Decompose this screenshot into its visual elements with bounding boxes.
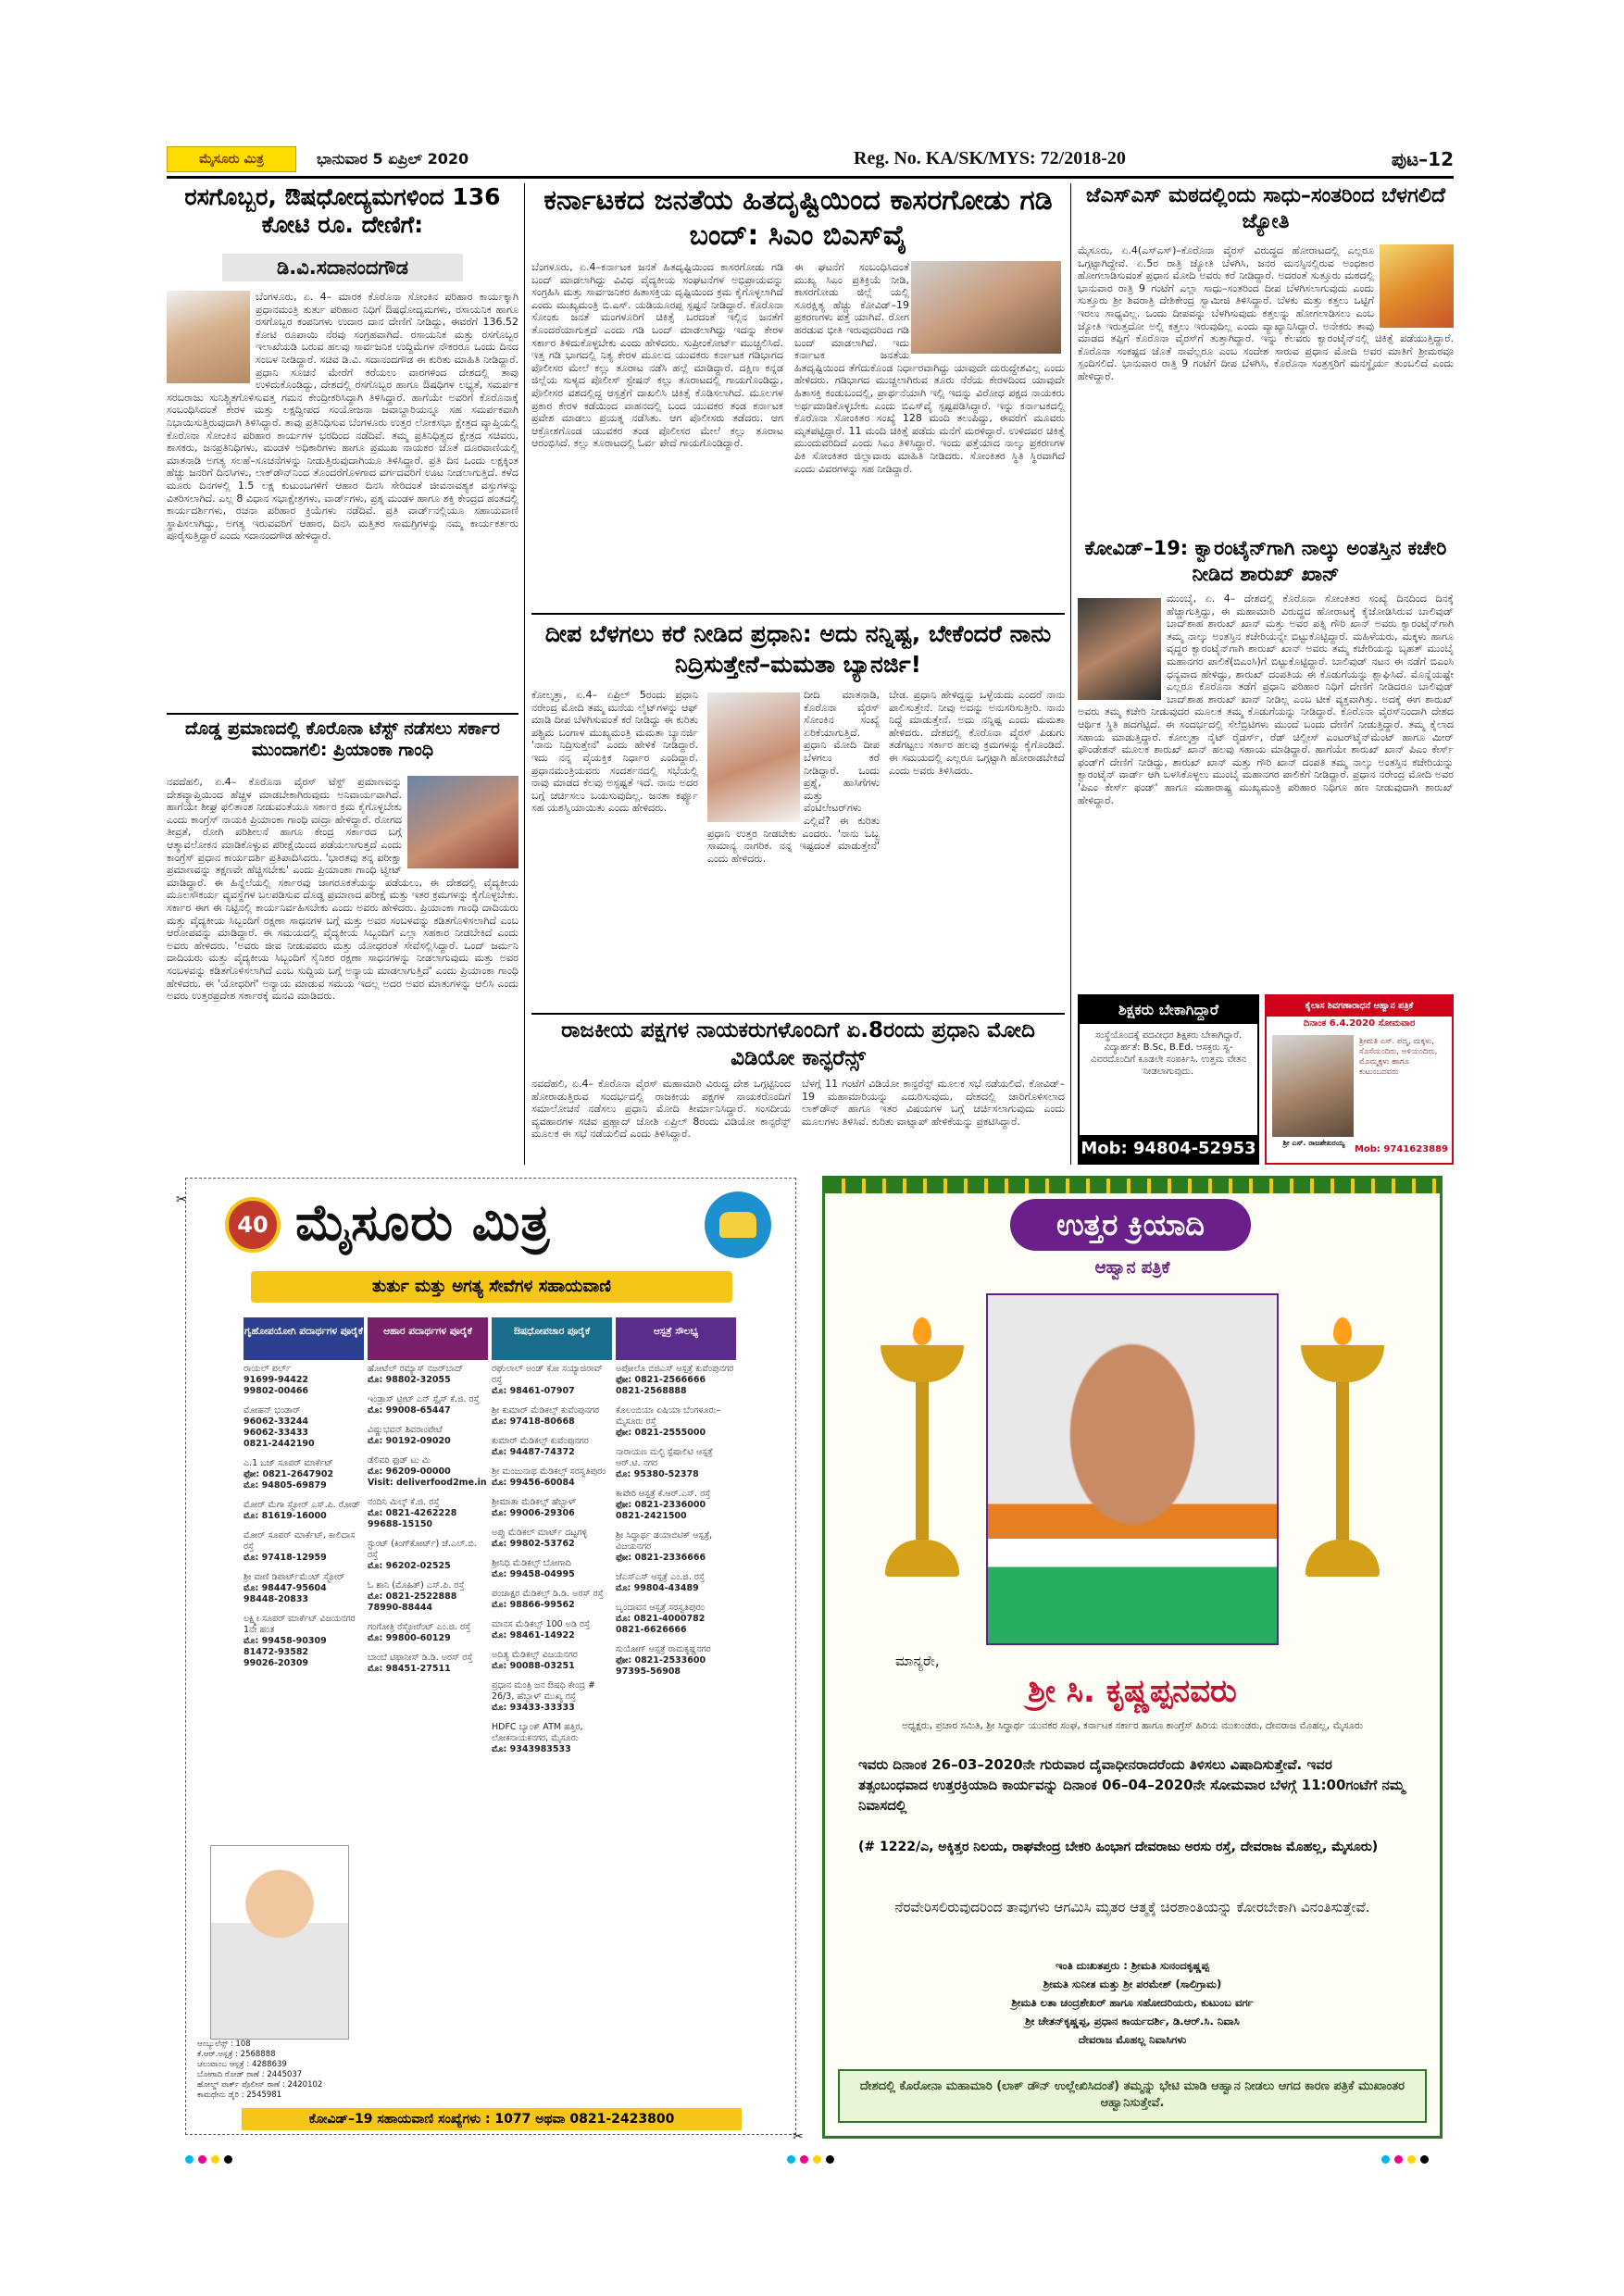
helpline-listing-number: ಮೊ: 98461-07907 (492, 1386, 575, 1396)
registration-marks-left (185, 2150, 237, 2167)
helpline-listing (616, 1603, 736, 1636)
helpline-listing (368, 1364, 488, 1386)
helpline-listing (244, 1405, 364, 1450)
helpline-listing (244, 1458, 364, 1491)
registration-marks-center (787, 2150, 839, 2167)
deceased-photo (1272, 1035, 1354, 1137)
issue-date: ಭಾನುವಾರ 5 ಏಪ್ರಿಲ್ 2020 (317, 150, 469, 168)
helpline-listing-name: ಶ್ರೀಮಾತಾ ಮೆಡಿಕಲ್ಸ್ ಹೆಬ್ಬಾಳ್ (492, 1497, 577, 1507)
story-fertilizer-headline: ರಸಗೊಬ್ಬರ, ಔಷಧೋದ್ಯಮಗಳಿಂದ 136 ಕೋಟಿ ರೂ. ದೇಣಿಗೆ: (184, 183, 501, 238)
story-priyanka-body: ನವದೆಹಲಿ, ಏ.4– ಕೊರೊನಾ ವೈರಸ್ ಟೆಸ್ಟ್ ಪ್ರಮಾಣವನ್ನು ದೇಶವ್ಯಾಪ್ತಿಯಿಂದ ಹೆಚ್ಚಳ ಮಾಡಬೇಕಾಗಿರುವುದು ಅನಿವಾರ್ಯವಾಗಿದೆ. ಹಾಗೆಯೇ ಶೀಘ್ರ ಫಲಿತಾಂಶ ನೀಡುವಂತೆಯೂ ಸರ್ಕಾರ ಕ್ರಮ ಕೈಗೊಳ್ಳಬೇಕು ಎಂದು ಕಾಂಗ್ರೆಸ್ ನಾಯಕಿ ಪ್ರಿಯಾಂಕಾ ಗಾಂಧಿ ವಾದ್ರಾ ಹೇಳಿದ್ದಾರೆ. ರೋಗದ ತೀವ್ರತೆ, ರೋಗಿ ಪರಿಶೀಲನೆ ಹಾಗೂ ಕೇಂದ್ರ ಸರ್ಕಾರದ ಬಗ್ಗೆ ಆತ್ಮಾವಲೋಕನ ಮಾಡಿಕೊಳ್ಳುವ ಪರೀಕ್ಷೆಯಿಂದ ಪಡೆಯಲಾಗುತ್ತದೆ ಎಂದು ಕಾಂಗ್ರೆಸ್ ಪ್ರಧಾನ ಕಾರ್ಯದರ್ಶಿ ಪ್ರತಿಪಾದಿಸಿದರು. 'ಭಾರತವು ತನ್ನ ಪರೀಕ್ಷಾ ಪ್ರಮಾಣವನ್ನು ತಕ್ಷಣವೇ ಹೆಚ್ಚಿಸಬೇಕು' ಎಂದು ಪ್ರಿಯಾಂಕಾ ಗಾಂಧಿ ಟ್ವೀಟ್ ಮಾಡಿದ್ದಾರೆ. ಈ ಹಿನ್ನೆಲೆಯಲ್ಲಿ ಸರ್ಕಾರವು ಜಾಗರೂಕತೆಯನ್ನು ಪಡೆಯಲು, ಈ ದೇಶದಲ್ಲಿ ವೈದ್ಯಕೀಯ ಮೂಲಸೌಕರ್ಯ ವ್ಯವಸ್ಥೆಗಳ ಬಲಪಡಿಸುವ ದೊಡ್ಡ ಪ್ರಮಾಣದ ಪರೀಕ್ಷೆ ಮತ್ತು ಇತರ ಕ್ರಮಗಳನ್ನು ಕೈಗೊಳ್ಳಬೇಕು. ಸರ್ಕಾರ ಈಗ ಈ ನಿಟ್ಟಿನಲ್ಲಿ ಕಾರ್ಯನಿರ್ವಹಿಸಬೇಕು ಎಂದು ಅವರು ಹೇಳಿದರು. ಪ್ರಿಯಾಂಕಾ ಗಾಂಧಿ ದಾದಿಯರು ಮತ್ತು ವೈದ್ಯಕೀಯ ಸಿಬ್ಬಂದಿಗೆ ರಕ್ಷಣಾ ಸಾಧನಗಳ ಬಗ್ಗೆ ಮತ್ತು ಅವರ ಸಂಬಳವನ್ನು ಕಡಿತಗೊಳಿಸಲಾಗಿದೆ ಎಂಬ ಆರೋಪವನ್ನು ಮಾಡಿದ್ದಾರೆ. ಈ ಸಮಯದಲ್ಲಿ ವೈದ್ಯಕೀಯ ಸಿಬ್ಬಂದಿಗೆ ಎಲ್ಲಾ ಸಹಕಾರ ನೀಡಬೇಕಿದೆ ಎಂದು ಅವರು ಹೇಳಿದರು. 'ಅವರು ಜೀವ ನೀಡುವವರು ಮತ್ತು ಯೋಧರಂತೆ ಸೇವೆಸಲ್ಲಿಸಿದ್ದಾರೆ. ಒಂದ್ ಜರ್ಮನಿ ದಾದಿಯರು ಮತ್ತು ವೈದ್ಯಕೀಯ ಸಿಬ್ಬಂದಿಗೆ ಸೈನಿಕರ ರಕ್ಷಣಾ ಸಾಧನಗಳನ್ನು ನೀಡಲಾಗುವುದು ಮತ್ತು ಅವರ ಸಂಬಳವನ್ನು ಕಡಿತಗೊಳಿಸಲಾಗಿದೆ ಎಂಬ ಸುದ್ದಿಯ ಬಗ್ಗೆ ಅನ್ಯಾಯ ಮಾಡಲಾಗುತ್ತಿದೆ' ಎಂದು ಪ್ರಿಯಾಂಕಾ ಗಾಂಧಿ ಹೇಳಿದರು. ಈ 'ಯೋಧರಿಗೆ' ಅನ್ಯಾಯ ಮಾಡುವ ಸಮಯ ಇದಲ್ಲ ಅದರ ಅವರ ಮಾತುಗಳನ್ನು ಆಲಿಸಿ ಎಂದು ಅವರು ಉತ್ತರಪ್ರದೇಶ ಸರ್ಕಾರಕ್ಕೆ ಮನವಿ ಮಾಡಿದರು. (167, 776, 518, 1003)
helpline-listing-name: ಶ್ರೀ ಸಿದ್ಧಾರ್ಥ ಡಯಾಬಿಟಿಕ್ ಆಸ್ಪತ್ರೆ, ವಿಜಯನಗರ (616, 1530, 713, 1552)
story-video-conference-col2: ಬೆಳಗ್ಗೆ 11 ಗಂಟೆಗೆ ವಿಡಿಯೋ ಕಾನ್ಫರೆನ್ಸ್ ಮೂಲಕ ಸಭೆ ನಡೆಯಲಿದೆ. ಕೋವಿಡ್–19 ಮಹಾಮಾರಿಯನ್ನು ಎದುರಿಸುವುದು, ದೇಶದಲ್ಲಿ ಜಾರಿಗೊಳಿಸಲಾದ ಲಾಕ್‌ಡೌನ್ ಹಾಗೂ ಇತರ ವಿಷಯಗಳ ಬಗ್ಗೆ ಚರ್ಚಿಸಲಾಗುವುದು ಎಂದು ಮೂಲಗಳು ತಿಳಿಸಿವೆ. ಕುರಿತು ವಾಟ್ಸಾಪ್ ಹೇಳಿಕೆಯನ್ನು ಪ್ರಕಟಿಸಿದ್ದಾರೆ. (802, 1078, 1065, 1128)
ad-teachers-wanted-title: ಶಿಕ್ಷಕರು ಬೇಕಾಗಿದ್ದಾರೆ (1080, 996, 1257, 1024)
story-mamata-rule (531, 1013, 1065, 1015)
scissors-icon-left: ✂ (176, 1192, 187, 1207)
family-member-line: ಶ್ರೀಮತಿ ಸುನೀತ ಮತ್ತು ಶ್ರೀ ಪರಮೇಶ್ (ಸಾಲಿಗ್ರಾಮ) (1043, 1978, 1222, 1990)
helpline-listing-name: ನಂದಿನಿ ಮಿಲ್ಕ್ ಕೆ.ಜಿ. ರಸ್ತೆ (368, 1497, 440, 1507)
helpline-listing (616, 1364, 736, 1397)
helpline-listing-number: ಫೋ: 0821-2555000 (616, 1428, 706, 1438)
helpline-listing-number: 96062-33433 (244, 1428, 309, 1438)
helpline-listing-number: 98448-20833 (244, 1594, 309, 1604)
helpline-listing (492, 1436, 612, 1458)
helpline-listing (492, 1722, 612, 1755)
registration-number: Reg. No. KA/SK/MYS: 72/2018-20 (854, 148, 1126, 168)
helpline-listing-name: ಜೆಎಸ್‌ಎಸ್ ಆಸ್ಪತ್ರೆ ಎಂ.ಜಿ. ರಸ್ತೆ (616, 1572, 706, 1582)
obituary-subtitle: ಆಹ್ವಾನ ಪತ್ರಿಕೆ (1094, 1258, 1170, 1278)
helpline-listing (368, 1580, 488, 1614)
quick-number-row: ಬೋಗಾದಿ ರೋಡ್ ಠಾಣೆ : 2445037 (197, 2070, 303, 2079)
helpline-listing-name: ಅಪೋಲೊ ಬಿಜಿಎಸ್ ಆಸ್ಪತ್ರೆ ಕುವೆಂಪುನಗರ (616, 1364, 734, 1374)
helpline-listing-name: ಶ್ರೀನಿಧಿ ಮೆಡಿಕಲ್ಸ್ ಬೋಗಾದಿ (492, 1558, 571, 1568)
helpline-listing-number: ಮೊ: 81619-16000 (244, 1511, 327, 1521)
helpline-listing-name: ಕಾವೇರಿ ಆಸ್ಪತ್ರೆ ಕೆ.ಆರ್.ಎಸ್. ರಸ್ತೆ (616, 1489, 711, 1499)
helpline-listing-number: ಮೊ: 99802-53762 (492, 1539, 575, 1549)
helpline-listing-name: ಪ್ರಧಾನ ಮಂತ್ರಿ ಜನ ಔಷಧಿ ಕೇಂದ್ರ # 26/3, ಹೆಬ್ಬಾಳ್ ಮುಖ್ಯ ರಸ್ತೆ (492, 1680, 595, 1702)
helpline-listing (244, 1500, 364, 1522)
helpline-listing-name: ವಿಷ್ಣುಭವನ್ ಶಿವರಾಂಪೇಟೆ (368, 1425, 443, 1435)
helpline-listing-name: ಪಂಚಾಕ್ಷರ ಮೆಡಿಕಲ್ಸ್ ಡಿ.ಡಿ. ಅರಸ್ ರಸ್ತೆ (492, 1589, 604, 1599)
helpline-listing-name: ನಾರಾಯಣ ಮಲ್ಟಿ ಸ್ಪೆಷಾಲಿಟಿ ಆಸ್ಪತ್ರೆ ಆರ್.ಟಿ. ನಗರ (616, 1447, 713, 1468)
helpline-listing-number: ಮೊ: 94487-74372 (492, 1447, 575, 1457)
helpline-listing-number: ಮೊ: 98451-27511 (368, 1664, 451, 1674)
helpline-listing-number: ಫೋ: 0821-2336666 (616, 1553, 706, 1563)
obituary-paragraph-1: ಇವರು ದಿನಾಂಕ 26–03–2020ನೇ ಗುರುವಾರ ದೈವಾಧೀನರಾದರೆಂದು ತಿಳಿಸಲು ವಿಷಾದಿಸುತ್ತೇವೆ. ಇವರ ತತ್ಸಂಬಂಧವಾದ ಉತ್ತರಕ್ರಿಯಾದಿ ಕಾರ್ಯವನ್ನು ದಿನಾಂಕ 06–04–2020ನೇ ಸೋಮವಾರ ಬೆಳಗ್ಗೆ 11:00ಗಂಟೆಗೆ ನಮ್ಮ ನಿವಾಸದಲ್ಲಿ (858, 1756, 1405, 1814)
helpline-listing-name: ರಘುಲಾಲ್ ಅಂಡ್ ಕೋ ಸಯ್ಯಾಜಿರಾವ್ ರಸ್ತೆ (492, 1364, 603, 1385)
helpline-listing-number: ಮೊ: 0821-4262228 (368, 1508, 457, 1518)
story-kasaragod (531, 183, 1065, 609)
ad-shraddhanjali-mobile: Mob: 9741623889 (1354, 1144, 1448, 1154)
helpline-listing-number: 0821-6626666 (616, 1625, 687, 1635)
helpline-listing (492, 1364, 612, 1397)
story-kasaragod-col2: ಈ ಘಟನೆಗೆ ಸಂಬಂಧಿಸಿದಂತೆ ಮುಖ್ಯ ಸಿಎಂ ಪ್ರತಿಕ್ರಿಯೆ ನೀಡಿ, ಕಾಸರಗೋಡು ಜಿಲ್ಲೆ ಯಲ್ಲಿ ಸೂರಕ್ಷಿತ್ಯ ಹೆಚ್ಚು ಕೋವಿಡ್–19 ಪ್ರಕರಣಗಳು ಪತ್ತೆ ಯಾಗಿವೆ. ರೋಗ ಹರಡುವ ಭೀತಿ ಇರುವುದರಿಂದ ಗಡಿ ಬಂದ್ ಮಾಡಲಾಗಿದೆ. ಇದು ಕರ್ನಾಟಕ ಜನತೆಯ ಹಿತದೃಷ್ಟಿಯಿಂದ ತೆಗೆದುಕೊಂಡ ನಿರ್ಧಾರವಾಗಿದ್ದು ಯಾವುದೇ ದುರುದ್ದೇಶವಿಲ್ಲ ಎಂದು ಹೇಳಿದರು. ಗಡಿಭಾಗದ ಮುಚ್ಚಲಾಗಿರುವ ತೂರು ನೆರೆಯ ಕೇರಳದಿಂದ ಯಾವುದೇ ಹಿತಾಸಕ್ತಿ ಕಂಡುಬಂದಲ್ಲಿ, ಪ್ರಾರ್ಥನೆಯಾಗಿ ಇಲ್ಲಿ ಇದನ್ನು ವಿರೋಧ ಪಕ್ಷದ ನಾಯಕರು ಅರ್ಥಮಾಡಿಕೊಳ್ಳಬೇಕು ಎಂದು ಬಿಎಸ್‌ವೈ ಸ್ಪಷ್ಟಪಡಿಸಿದ್ದಾರೆ. ಇನ್ನು ಕರ್ನಾಟಕದಲ್ಲಿ ಕೊರೊನಾ ಸೋಂಕಿತರ ಸಂಖ್ಯೆ 128 ಮಂದಿ ತಲುಪಿದ್ದು, ಈವರೆಗೆ ಮೂವರು ಮೃತಪಟ್ಟಿದ್ದಾರೆ. 11 ಮಂದಿ ಚಿಕಿತ್ಸೆ ಪಡೆದು ಮನೆಗೆ ಮರಳಿದ್ದಾರೆ. ಉಳಿದವರ ಚಿಕಿತ್ಸೆ ಮುಂದುವರಿದಿದೆ ಎಂದು ಸಿಎಂ ತಿಳಿಸಿದ್ದಾರೆ. ಇಂದು ಪತ್ತೆಯಾದ ನಾಲ್ಕು ಪ್ರಕರಣಗಳ ಪಿಕಿ ಸೋಂಕಿತರ ಜಿಲ್ಲಾವಾರು ಮಾಹಿತಿ ನೀಡಿದರು. ಸೋಂಕಿತರ ಸ್ಥಿತಿ ಸ್ಥಿರವಾಗಿದೆ ಎಂದು ವಿವರಗಳನ್ನು ಸಹ ನೀಡಿದ್ದಾರೆ. (794, 261, 1065, 475)
helpline-listing-name: ಡೆಲಿವರಿ ಫುಡ್ ಟು ಮಿ (368, 1455, 431, 1466)
helpline-column-1 (244, 1364, 364, 1678)
helpline-listing-name: ಮೋರ್ ಸೂಪರ್ ಮಾರ್ಕೆಟ್, ಕಾಲಿದಾಸ ರಸ್ತೆ (244, 1530, 356, 1552)
quick-number-row: ಕಾಮಧೇನು ಡೈರಿ : 2545981 (197, 2090, 282, 2100)
helpline-listing (616, 1644, 736, 1678)
helpline-listing-number: ಮೊ: 99006-29306 (492, 1508, 575, 1518)
helpline-listing (492, 1497, 612, 1519)
helpline-listing-number: 91699-94422 (244, 1375, 309, 1385)
helpline-category-3: ಆಸ್ಪತ್ರೆ ಸೌಲಭ್ಯ (616, 1317, 736, 1360)
krishnappa-portrait (986, 1293, 1279, 1645)
helpline-listing (244, 1614, 364, 1669)
helpline-listing-name: ಮಾನಸ ಮೆಡಿಕಲ್ಸ್ 100 ಅಡಿ ರಸ್ತೆ (492, 1619, 591, 1629)
helpline-listing-number: 78990-88444 (368, 1603, 433, 1613)
story-mamata-col3: ಬೇಡ. ಪ್ರಧಾನಿ ಹೇಳಿದ್ದನ್ನು ಒಳ್ಳೆಯದು ಎಂದರೆ ನಾನು ಪಾಲಿಸುತ್ತೇನೆ. ನೀವು ಅದನ್ನು ಅನುಸರಿಸುತ್ತೀರಿ. ನಾನು ನಿದ್ದೆ ಮಾಡುತ್ತೇನೆ. ಅದು ನನ್ನಿಷ್ಟ ಎಂದು ಮಮತಾ ಹೇಳಿದರು. ದೇಶದಲ್ಲಿ ಕೊರೊನಾ ವೈರಸ್ ಪಿಡುಗು ತಡೆಗಟ್ಟಲು ಸರ್ಕಾರ ಹಲವು ಕ್ರಮಗಳನ್ನು ಕೈಗೊಂಡಿದೆ. ಈ ಸಮಯದಲ್ಲಿ ಎಲ್ಲರೂ ಒಗ್ಗಟ್ಟಾಗಿ ಹೋರಾಡಬೇಕಿದೆ ಎಂದು ಅವರು ತಿಳಿಸಿದರು. (889, 689, 1065, 777)
ad-shraddhanjali-name: ಶ್ರೀ ಎಸ್. ರಾಜಶೇಖರಯ್ಯ (1282, 1139, 1345, 1147)
helpline-brand: ಮೈಸೂರು ಮಿತ್ರ (295, 1193, 551, 1252)
story-kasaragod-rule (531, 613, 1065, 615)
helpline-listing-number: ಮೊ: 9343983533 (492, 1744, 571, 1754)
helpline-listing-name: ಕುಮಾರ್ ಮೆಡಿಕಲ್ಸ್ ಕುವೆಂಪುನಗರ (492, 1436, 589, 1446)
helpline-listing-number: ಮೊ: 93433-33333 (492, 1703, 575, 1713)
anniversary-badge: 40 (225, 1197, 281, 1253)
helpline-listing-number: ಮೊ: 0821-4000782 (616, 1614, 706, 1624)
helpline-listing-number: ಮೊ: 98447-95604 (244, 1583, 327, 1593)
helpline-column-3 (492, 1364, 612, 1764)
helpline-listing-name: ಶ್ರೀ ಕುಮಾರ್ ಮೆಡಿಕಲ್ಸ್ ಕುವೆಂಪುನಗರ (492, 1405, 600, 1416)
story-mamata-col1: ಕೋಲ್ಕತ್ತಾ, ಏ.4– ಏಪ್ರಿಲ್ 5ರಂದು ಪ್ರಧಾನಿ ನರೇಂದ್ರ ಮೋದಿ ತಮ್ಮ ಮನೆಯ ಲೈಟ್‌ಗಳನ್ನು ಆಫ್ ಮಾಡಿ ದೀಪ ಬೆಳಗಿಸುವಂತೆ ಕರೆ ನೀಡಿದ್ದು ಈ ಕುರಿತು ಪಶ್ಚಿಮ ಬಂಗಾಳ ಮುಖ್ಯಮಂತ್ರಿ ಮಮತಾ ಬ್ಯಾನರ್ಜಿ 'ನಾನು ನಿದ್ರಿಸುತ್ತೇನೆ' ಎಂದು ಹೇಳಿಕೆ ನೀಡಿದ್ದಾರೆ. ಇದು ನನ್ನ ವೈಯಕ್ತಿಕ ನಿರ್ಧಾರ ಎಂದಿದ್ದಾರೆ. ಪ್ರಧಾನಮಂತ್ರಿಯವರು ಸಂದರ್ಶನದಲ್ಲಿ ಸಭೆಯಲ್ಲಿ ನಾವು ಮಾಡದ ಕೆಲವು ಅಸ್ಪಷ್ಟತೆ ಇದೆ. ನಾನು ಅದರ ಬಗ್ಗೆ ಚರ್ಚಿಸಲು ಬಯಸುವುದಿಲ್ಲ. ಜನತಾ ಕರ್ಫ್ಯೂ ಸಹ ಯಶಸ್ವಿಯಾಯಿತು ಎಂದು ಹೇಳಿದರು. (531, 689, 698, 815)
helpline-listing (368, 1455, 488, 1489)
helpline-listing-number: ಮೊ: 98802-32055 (368, 1375, 451, 1385)
helpline-listing-number: 0821-2421500 (616, 1511, 687, 1521)
obituary-ad (822, 1176, 1443, 2139)
helpline-listing-number: ಮೊ: 98866-99562 (492, 1600, 575, 1610)
helpline-listing (368, 1394, 488, 1416)
helpline-listing-number: 97395-56908 (616, 1666, 681, 1677)
quick-number-row: ಕೆ.ಆರ್.ಆಸ್ಪತ್ರೆ : 2568888 (197, 2050, 276, 2059)
story-shahrukh (1078, 535, 1454, 989)
helpline-listing-number: 0821-2442190 (244, 1439, 315, 1449)
quick-number-row: ಚಲುವಾಂಬ ಆಸ್ಪತ್ರೆ : 4288639 (197, 2060, 287, 2069)
helpline-listing-name: ಅಪ್ಪು ಮೆಡಿಕಲ್ ಮಾರ್ಟ್ ದಟ್ಟಗಳ್ಳಿ (492, 1528, 588, 1538)
obituary-name: ಶ್ರೀ ಸಿ. ಕೃಷ್ಣಪ್ಪನವರು (1028, 1673, 1237, 1710)
helpline-listing (492, 1466, 612, 1489)
story-kasaragod-col1: ಬೆಂಗಳೂರು, ಏ.4–ಕರ್ನಾಟಕ ಜನತೆ ಹಿತದೃಷ್ಟಿಯಿಂದ ಕಾಸರಗೋಡು ಗಡಿ ಬಂದ್ ಮಾಡಲಾಗಿದ್ದು ವಿವಿಧ ವೈದ್ಯಕೀಯ ಸಂಘಟನೆಗಳ ಅಭಿಪ್ರಾಯವನ್ನು ಸಂಗ್ರಹಿಸಿ ಮತ್ತು ಸಾರ್ವಜನಿಕರ ಹಿತಾಸಕ್ತಿಯ ದೃಷ್ಟಿಯಿಂದ ಕ್ರಮ ಕೈಗೊಳ್ಳಲಾಗಿದೆ ಎಂದು ಮುಖ್ಯಮಂತ್ರಿ ಬಿ.ಎಸ್. ಯಡಿಯೂರಪ್ಪ ಸ್ಪಷ್ಟನೆ ನೀಡಿದ್ದಾರೆ. ಕೊರೊನಾ ಸೋಂಕು ಜನತೆ ಮಂಗಳೂರಿಗೆ ಚಿಕಿತ್ಸೆ ಬರದಂತೆ ಇಲ್ಲಿನ ಜನತೆಗೆ ತೊಂದರೆಯಾಗುತ್ತದೆ ಎಂದು ಗಡಿ ಬಂದ್ ಮಾಡಲಾಗಿದ್ದು ಇದನ್ನು ಕೇರಳ ಸರ್ಕಾರ ತಿಳಿದುಕೊಳ್ಳಬೇಕು ಎಂದು ಹೇಳಿದರು. ಸುಪ್ರೀಂಕೋರ್ಟ್ ಮುಚ್ಚಲಿಸಿದೆ. ಇತ್ತ ಗಡಿ ಭಾಗದಲ್ಲಿ ನಿತ್ಯ ಕೇರಳ ಮೂಲದ ಯುವಕರು ಕರ್ನಾಟಕ ಗಡಿಭಾಗದ ಪೊಲೀಸರ ಮೇಲೆ ಕಲ್ಲು ತೂರಾಟ ನಡೆಸಿ ಹಲ್ಲೆ ಮಾಡಿದ್ದಾರೆ. ದಕ್ಷಿಣ ಕನ್ನಡ ಜಿಲ್ಲೆಯ ಸುಳ್ಯದ ಪೊಲೀಸ್ ಸ್ಟೇಷನ್ ಕಲ್ಲು ತೂರಾಟದಲ್ಲಿ ಗಾಯಗೊಂಡಿದ್ದು, ಪೊಲೀಸರ ವಶದಲ್ಲಿದ್ದ ಆಸ್ಪತ್ರೆಗೆ ದಾಖಲಿಸಿ ಚಿಕಿತ್ಸೆ ಕೊಡಿಸಲಾಗಿದೆ. ಮೂಲಗಳ ಪ್ರಕಾರ ಕೇರಳ ಕಡೆಯಿಂದ ವಾಹನದಲ್ಲಿ ಬಂದ ಯುವಕರ ತಂಡ ಕರ್ನಾಟಕ ಪ್ರವೇಶ ಮಾಡಲು ಪ್ರಯತ್ನ ನಡೆಸಿತು. ಆಗ ಪೊಲೀಸರು ತಡೆದರು. ಆಗ ಆಕ್ರೋಶಗೊಂಡ ಯುವಕರ ತಂಡ ಪೊಲೀಸರ ಮೇಲೆ ಕಲ್ಲು ತೂರಾಟ ಆರಂಭಿಸಿದೆ. ಕಲ್ಲು ತೂರಾಟದಲ್ಲಿ ಓರ್ವ ಪೇದೆ ಗಾಯಗೊಂಡಿದ್ದಾರೆ. (531, 261, 783, 450)
obituary-designation: ಅಧ್ಯಕ್ಷರು, ಪ್ರಚಾರ ಸಮಿತಿ, ಶ್ರೀ ಸಿದ್ಧಾರ್ಥ ಯುವಕರ ಸಂಘ, ಕರ್ನಾಟಕ ಸರ್ಕಾರ ಹಾಗೂ ಕಾಂಗ್ರೆಸ್ ಹಿರಿಯ ಮುಖಂಡರು, ದೇವರಾಜ ಮೊಹಲ್ಲ, ಮೈಸೂರು (902, 1720, 1363, 1731)
helpline-listing (492, 1650, 612, 1672)
ad-shraddhanjali (1265, 994, 1454, 1165)
helpline-listing (492, 1589, 612, 1611)
story-kasaragod-headline: ಕರ್ನಾಟಕದ ಜನತೆಯ ಹಿತದೃಷ್ಟಿಯಿಂದ ಕಾಸರಗೋಡು ಗಡಿ ಬಂದ್: ಸಿಎಂ ಬಿಎಸ್‌ವೈ (543, 184, 1053, 252)
helpline-listing (616, 1489, 736, 1522)
helpline-listing-number: ಫೋ: 0821-2647902 (244, 1469, 334, 1479)
helpline-listing-name: ಓ ಶಾನಿ (ಮೊಹಿತ್) ಎಸ್.ಪಿ. ರಸ್ತೆ (368, 1580, 465, 1591)
helpline-listing-number: ಮೊ: 90192-09020 (368, 1436, 451, 1446)
helpline-category-1: ಆಹಾರ ಪದಾರ್ಥಗಳ ಪೂರೈಕೆ (368, 1317, 488, 1360)
helpline-listing-name: ರಾಯಲ್ ಪರ್ಲ್ (244, 1364, 292, 1374)
obituary-ornament-top (825, 1179, 1440, 1193)
helpline-listing-name: ಗಂಗೋತ್ರಿ ರೆಸ್ಟೋರೆಂಟ್ ಎಂ.ಜಿ. ರಸ್ತೆ (368, 1622, 471, 1632)
helpline-listing-number: ಫೋ: 0821-2533600 (616, 1655, 706, 1666)
helpline-listing-number: ಮೊ: 96209-00000 (368, 1466, 451, 1477)
helpline-listing (368, 1622, 488, 1644)
helpline-listing-number: ಮೊ: 95380-52378 (616, 1469, 699, 1479)
obituary-paragraph-2: ನೆರವೇರಿಸಲಿರುವುದರಿಂದ ತಾವುಗಳು ಆಗಮಿಸಿ ಮೃತರ ಆತ್ಮಕ್ಕೆ ಚಿರಶಾಂತಿಯನ್ನು ಕೋರಬೇಕಾಗಿ ವಿನಂತಿಸುತ್ತೇವೆ. (894, 1899, 1370, 1915)
story-video-conference (531, 1017, 1065, 1165)
story-shahrukh-body: ಮುಂಬೈ, ಏ. 4– ದೇಶದಲ್ಲಿ ಕೊರೊನಾ ಸೋಂಕಿತರ ಸಂಖ್ಯೆ ದಿನದಿಂದ ದಿನಕ್ಕೆ ಹೆಚ್ಚಾಗುತ್ತಿದ್ದು, ಈ ಮಹಾಮಾರಿ ವಿರುದ್ಧದ ಹೋರಾಟಕ್ಕೆ ಕೈಜೋಡಿಸಿರುವ ಬಾಲಿವುಡ್ ಬಾದ್‌ಶಾಹ ಶಾರುಖ್ ಖಾನ್ ಮತ್ತು ಅವರ ಪತ್ನಿ ಗೌರಿ ಖಾನ್ ಅವರು ಕ್ವಾರಂಟೈನ್‌ಗಾಗಿ ತಮ್ಮ ನಾಲ್ಕು ಅಂತಸ್ತಿನ ಕಚೇರಿಯನ್ನೇ ಬಿಟ್ಟುಕೊಟ್ಟಿದ್ದಾರೆ. ಮಹಿಳೆಯರು, ಮಕ್ಕಳು ಹಾಗೂ ವೃದ್ಧರ ಕ್ವಾರಂಟೈನ್‌ಗಾಗಿ ಶಾರುಖ್ ಖಾನ್ ಅವರು ತಮ್ಮ ಕಚೇರಿಯನ್ನು ಬೃಹತ್ ಮುಂಬೈ ಮಹಾನಗರ ಪಾಲಿಕೆ(ಬಿಎಂಸಿ)ಗೆ ಬಿಟ್ಟುಕೊಟ್ಟಿದ್ದಾರೆ. ಬಾಲಿವುಡ್ ನಟನ ಈ ನಡೆಗೆ ಬಿಎಂಸಿ ಧನ್ಯವಾದ ಹೇಳಿದ್ದು, ಶಾರುಖ್ ದಂಪತಿಯ ಈ ಕೊಡುಗೆಯನ್ನು ಶ್ಲಾಘಿಸಿದೆ. ಮೊನ್ನೆಯಷ್ಟೇ ಎಲ್ಲರೂ ಕೊರೊನಾ ತಡೆಗೆ ಪ್ರಧಾನಿ ಪರಿಹಾರ ನಿಧಿಗೆ ದೇಣಿಗೆ ನೀಡಿದರೂ ಬಾಲಿವುಡ್ ಬಾದ್‌ಶಾಹ ಶಾರುಖ್ ಖಾನ್ ನೀಡಿಲ್ಲ ಎಂಬ ಟೀಕೆ ವ್ಯಕ್ತವಾಗಿತ್ತು. ಅದಕ್ಕೆ ಈಗ ಶಾರುಖ್ ಅವರು ತಮ್ಮ ಕಚೇರಿ ನೀಡುವುದರ ಮೂಲಕ ತಮ್ಮ ಕೊಡುಗೆಯನ್ನು ನೀಡಿದ್ದಾರೆ. ಕೊರೊನಾ ವೈರಸ್‌ನಿಂದಾಗಿ ದೇಶದ ಆರ್ಥಿಕ ಸ್ಥಿತಿ ಹದಗೆಟ್ಟಿದೆ. ಈ ಸಂದರ್ಭದಲ್ಲಿ ಸೆಲೆಬ್ರಿಟಿಗಳು ಮುಂದೆ ಬಂದು ದೇಣಿಗೆ ನೀಡುತ್ತಿದ್ದಾರೆ. ತಮ್ಮ ಕೈಲಾದ ಸಹಾಯ ಮಾಡುತ್ತಿದ್ದಾರೆ. ಕೋಲ್ಕತ್ತಾ ನೈಟ್ ರೈಡರ್ಸ್, ರೆಡ್ ಚಿಲ್ಲೀಸ್ ಎಂಟರ್‌ಟೈನ್‌ಮೆಂಟ್ ಹಾಗೂ ಮೀರ್ ಫೌಂಡೇಶನ್ ಮೂಲಕ ಶಾರುಖ್ ಖಾನ್ ಹಲವು ಸಹಾಯ ಮಾಡಿದ್ದಾರೆ. ಹಾಗೆಯೇ ಶಾರುಖ್ ಖಾನ್ ಪಿಎಂ ಕೇರ್ಸ್ ಫಂಡ್‌ಗೆ ದೇಣಿಗೆ ನೀಡಿದ್ದು, ಶಾರುಖ್ ಖಾನ್ ಮತ್ತು ಗೌರಿ ಖಾನ್ ದಂಪತಿ ತಮ್ಮ ನಾಲ್ಕು ಅಂತಸ್ತಿನ ಕಚೇರಿಯನ್ನು ಕ್ವಾರಂಟೈನ್ ವಾರ್ಡ್ ಆಗಿ ಬಳಸಿಕೊಳ್ಳಲು ಮುಂಬೈ ಮಹಾನಗರ ಪಾಲಿಕೆಗೆ ನೀಡಿದ್ದಾರೆ. ಪ್ರಧಾನ ನರೇಂದ್ರ ಮೋದಿ ಅವರ 'ಪಿಎಂ ಕೇರ್ಸ್ ಫಂಡ್' ಹಾಗೂ ಮಹಾರಾಷ್ಟ್ರ ಮುಖ್ಯಮಂತ್ರಿ ಪರಿಹಾರ ನಿಧಿಗೂ ಹಣ ನೀಡುವುದಾಗಿ ಶಾರುಖ್ ಹೇಳಿದ್ದಾರೆ. (1078, 593, 1454, 806)
helpline-category-headers (244, 1317, 740, 1360)
helpline-listing-name: ಲಕ್ಷ್ಮೀ ಸೂಪರ್ ಮಾರ್ಕೆಟ್ ವಿಜಯನಗರ 1ನೇ ಹಂತ (244, 1614, 356, 1635)
helpline-listing-number: ಮೊ: 98461-14922 (492, 1630, 575, 1641)
helpline-listing-number: 99802-00466 (244, 1386, 309, 1396)
helpline-listing (368, 1425, 488, 1447)
helpline-listing (244, 1364, 364, 1397)
obituary-salutation: ಮಾನ್ಯರೇ, (895, 1653, 940, 1669)
phone-icon (705, 1192, 771, 1258)
oil-lamp-left-icon (862, 1317, 982, 1595)
masthead-small: ಮೈಸೂರು ಮಿತ್ರ (167, 146, 296, 172)
helpline-listing (368, 1497, 488, 1530)
helpline-listing (492, 1619, 612, 1641)
helpline-listing-number: ಮೊ: 99008-65447 (368, 1405, 451, 1416)
helpline-listing-number: Visit: deliverfood2me.in (368, 1478, 487, 1488)
helpline-listing-number: ಮೊ: 99458-04995 (492, 1569, 575, 1579)
helpline-listing-number: ಮೊ: 90088-03251 (492, 1661, 575, 1671)
helpline-listing-number: ಫೋ: 0821-2566666 (616, 1375, 706, 1385)
helpline-listing-number: ಮೊ: 0821-2522888 (368, 1591, 457, 1602)
helpline-listing-name: ಸ್ಟುಂಟ್ (ಕಿಂಗ್‌ಕೋರ್ಟ್) ಜೆ.ಎಲ್.ಬಿ. ರಸ್ತೆ (368, 1539, 477, 1560)
helpline-listing (492, 1680, 612, 1714)
helpline-category-2: ಔಷಧೋಪಚಾರ ಪೂರೈಕೆ (492, 1317, 612, 1360)
helpline-listing-number: ಮೊ: 97418-12959 (244, 1553, 327, 1563)
helpline-listing-number: 99026-20309 (244, 1658, 309, 1668)
story-fertilizer-byline: ಡಿ.ವಿ.ಸದಾನಂದಗೌಡ (222, 254, 463, 281)
helpline-listing-name: ಸುಯೋಗ್ ಆಸ್ಪತ್ರೆ ರಾಮಕೃಷ್ಣನಗರ (616, 1644, 711, 1654)
helpline-listing (492, 1528, 612, 1550)
story-fertilizer (167, 183, 518, 711)
story-mamata-col2: ದೀದಿ ಮಾತನಾಡಿ, ಕೊರೊನಾ ವೈರಸ್ ಸೋಂಕಿನ ಸಂಖ್ಯೆ ಏರಿಕೆಯಾಗುತ್ತಿದೆ. ಪ್ರಧಾನಿ ಮೋದಿ ದೀಪ ಬೆಳಗಲು ಕರೆ ನೀಡಿದ್ದಾರೆ. ಒಂದು ಪ್ರಶ್ನೆ, ಹಾಸಿಗೆಗಳು ಮತ್ತು ವೆಂಟಿಲೇಟರ್‌ಗಳು ಎಲ್ಲಿವೆ? ಈ ಕುರಿತು ಪ್ರಧಾನಿ ಉತ್ತರ ನೀಡಬೇಕು ಎಂದರು. 'ನಾನು ಒಬ್ಬ ಸಾಮಾನ್ಯ ನಾಗರಿಕ. ನನ್ನ ಇಷ್ಟದಂತೆ ಮಾಡುತ್ತೇನೆ' ಎಂದು ಹೇಳಿದರು. (707, 689, 880, 865)
story-jss-mutt-headline: ಜೆಎಸ್‌ಎಸ್ ಮಠದಲ್ಲಿಂದು ಸಾಧು–ಸಂತರಿಂದ ಬೆಳಗಲಿದೆ ಜ್ಯೋತಿ (1085, 184, 1446, 233)
obituary-title: ಉತ್ತರ ಕ್ರಿಯಾದಿ (1010, 1199, 1251, 1251)
helpline-listing (616, 1447, 736, 1480)
helpline-listing-number: ಮೊ: 99456-60084 (492, 1478, 575, 1488)
page-header (167, 146, 1454, 174)
helpline-listing-name: ಶ್ರೀ ಮಂಜುನಾಥ ಮೆಡಿಕಲ್ಸ್ ಸರಸ್ವತಿಪುರಂ (492, 1466, 606, 1477)
helpline-listing-name: ಮೋರ್ ಮೆಗಾ ಸ್ಟೋರ್ ಎಸ್.ಪಿ. ರೋಡ್ (244, 1500, 361, 1510)
ad-shraddhanjali-body: ಶ್ರೀಮತಿ ಎಸ್. ಪದ್ಮ, ಮಕ್ಕಳು, ಸೊಸೆಯಂದಿರು, ಅಳಿಯಂದಿರು, ಮೊಮ್ಮಕ್ಕಳು ಹಾಗೂ ಕುಟುಂಬದವರು (1359, 1037, 1438, 1077)
helpline-listing (368, 1653, 488, 1675)
center-right-rule (1070, 183, 1071, 1165)
helpline-listing-name: ಹೋಟೆಲ್ ರಮ್ಯಾಸ್ ನಜರ್‌ಬಾದ್ (368, 1364, 464, 1374)
page-number: ಪುಟ–12 (1391, 148, 1454, 170)
obituary-address: (# 1222/ಎ, ಅಕ್ಕಿತ್ತರ ನಿಲಯ, ರಾಘವೇಂದ್ರ ಬೇಕರಿ ಹಿಂಭಾಗ ದೇವರಾಜು ಅರಸು ರಸ್ತೆ, ದೇವರಾಜ ಮೊಹಲ್ಲ, ಮೈಸೂರು) (858, 1840, 1379, 1854)
story-jss-mutt-body: ಮೈಸೂರು, ಏ.4(ಎಸ್‌ಎಸ್)–ಕೊರೊನಾ ವೈರಸ್ ವಿರುದ್ಧದ ಹೋರಾಟದಲ್ಲಿ ಎಲ್ಲರೂ ಒಗ್ಗಟ್ಟಾಗಿದ್ದೇವೆ. ಏ.5ರ ರಾತ್ರಿ ಜ್ಯೋತಿ ಬೆಳಗಿಸಿ, ಜನರ ಮನಸ್ಸಿನಲ್ಲಿರುವ ಅಂಧಕಾರ ಹೋಗಲಾಡಿಸುವಂತೆ ಪ್ರಧಾನ ಮೋದಿ ಅವರು ಕರೆ ನೀಡಿದ್ದಾರೆ. ಅದರಂತೆ ಸುತ್ತೂರು ಮಠದಲ್ಲಿ ಭಾನುವಾರ ರಾತ್ರಿ 9 ಗಂಟೆಗೆ ಎಲ್ಲಾ ಸಾಧು–ಸಂತರಿಂದ ದೀಪ ಬೆಳಗಿಸಲಾಗುವುದು ಎಂದು ಸುತ್ತೂರು ಶ್ರೀ ಶಿವರಾತ್ರಿ ದೇಶಿಕೇಂದ್ರ ಸ್ವಾಮೀಜಿ ತಿಳಿಸಿದ್ದಾರೆ. ಬೆಳಕು ಮತ್ತು ಕತ್ತಲು ಒಟ್ಟಿಗೆ ಇರಲು ಸಾಧ್ಯವಿಲ್ಲ. ಒಂದು ದೀಪವನ್ನು ಬೆಳಗಿಸುವುದು ಕತ್ತಲನ್ನು ಹೋಗಲಾಡಿಸಲು ಎಂಬ ಜ್ಯೋತಿ ಇರುತ್ತದೋ ಅಲ್ಲಿ ಕತ್ತಲು ಇರುವುದಿಲ್ಲ ಎಂದು ವ್ಯಾಖ್ಯಾನಿಸಿದ್ದಾರೆ. ಅನೇಕರು ತಾವು ಮಾಡದ ತಪ್ಪಿಗೆ ಕೊರೊನಾ ವೈರಸ್‌ಗೆ ತುತ್ತಾಗಿದ್ದಾರೆ. ಇನ್ನು ಕೆಲವರು ಕ್ವಾರಂಟೈನ್‌ನಲ್ಲಿ ಚಿಕಿತ್ಸೆ ಪಡೆಯುತ್ತಿದ್ದಾರೆ. ಕೊರೊನಾ ಸಂಕಷ್ಟದ ಜೊತೆ ನಾವೆಲ್ಲರೂ ಎಂಬ ಸಂದೇಶ ಸಾರುವ ಪ್ರಧಾನ ಮೋದಿ ಅವರ ಮಾತಿಗೆ ಶ್ರೀಮಠವೂ ಸ್ಪಂದಿಸಲಿದೆ. ಭಾನುವಾರ ರಾತ್ರಿ 9 ಗಂಟೆಗೆ ದೀಪ ಬೆಳಗಿಸಿ, ಕೊರೊನಾ ಸಂತ್ರಸ್ತರಿಗೆ ಮನಸ್ಥೈರ್ಯ ತುಂಬಲಿದೆ ಎಂದು ಹೇಳಿದ್ದಾರೆ. (1078, 244, 1454, 382)
quick-number-row: ಹೋಲ್ಡ್ ಪಾರ್ಕ್ ಪೊಲೀಸ್ ಠಾಣೆ : 2420102 (197, 2080, 323, 2090)
obituary-family-list (881, 1956, 1384, 2058)
quick-number-row: ಆಂಬ್ಯುಲೆನ್ಸ್ : 108 (197, 2040, 251, 2049)
helpline-listing-name: ಎ.1 ಬಜ್ ಸೂಪರ್ ಮಾರ್ಕೆಟ್ (244, 1458, 333, 1468)
story-priyanka (167, 718, 518, 1163)
helpline-tagline: ತುರ್ತು ಮತ್ತು ಅಗತ್ಯ ಸೇವೆಗಳ ಸಹಾಯವಾಣಿ (251, 1271, 732, 1303)
story-video-conference-headline: ರಾಜಕೀಯ ಪಕ್ಷಗಳ ನಾಯಕರುಗಳೊಂದಿಗೆ ಏ.8ರಂದು ಪ್ರಧಾನಿ ಮೋದಿ ವಿಡಿಯೋ ಕಾನ್ಫರೆನ್ಸ್ (561, 1018, 1035, 1070)
helpline-category-0: ಗೃಹೋಪಯೋಗಿ ಪದಾರ್ಥಗಳ ಪೂರೈಕೆ (244, 1317, 364, 1360)
helpline-listing-number: ಮೊ: 99804-43489 (616, 1583, 699, 1593)
oil-lamp-right-icon (1282, 1317, 1403, 1595)
ad-teachers-wanted-mobile: Mob: 94804-52953 (1080, 1135, 1257, 1163)
helpline-listing-number: 96062-33244 (244, 1416, 309, 1427)
helpline-listing (616, 1572, 736, 1594)
helpline-listing-name: ಅದಿತ್ಯ ಮೆಡಿಕಲ್ಸ್ ವಿಜಯನಗರ (492, 1650, 578, 1660)
helpline-listing-number: ಮೊ: 94805-69879 (244, 1480, 327, 1491)
registration-marks-right (1381, 2150, 1433, 2167)
ad-teachers-wanted-body: ಸಂಸ್ಥೆಯೊಂದಕ್ಕೆ ಪದವೀಧರ ಶಿಕ್ಷಕರು ಬೇಕಾಗಿದ್ದಾರೆ. ವಿದ್ಯಾರ್ಹತೆ: B.Sc, B.Ed. ಆಸಕ್ತರು ಸ್ವ-ವಿವರದೊಂದಿಗೆ ಕೂಡಲೇ ಸಂಪರ್ಕಿಸಿ. ಉತ್ತಮ ವೇತನ ನೀಡಲಾಗುವುದು. (1091, 1030, 1246, 1077)
family-member-line: ಇಂತಿ ದುಃಖತಪ್ತರು : ಶ್ರೀಮತಿ ಸುನಂದಕೃಷ್ಣಪ್ಪ (1056, 1959, 1209, 1972)
family-member-line: ಶ್ರೀಮತಿ ಲತಾ ಚಂದ್ರಶೇಖರ್ ಹಾಗೂ ಸಹೋದರಿಯರು, ಕುಟುಂಬ ವರ್ಗ (1011, 1996, 1254, 2009)
helpline-footer: ಕೋವಿಡ್–19 ಸಹಾಯವಾಣಿ ಸಂಖ್ಯೆಗಳು : 1077 ಅಥವಾ 0821-2423800 (242, 2108, 742, 2130)
story-fertilizer-rule (167, 713, 518, 715)
helpline-quick-numbers (197, 2040, 438, 2112)
story-fertilizer-body: ಬೆಂಗಳೂರು, ಏ. 4– ಮಾರಕ ಕೊರೊನಾ ಸೋಂಕಿನ ಪರಿಹಾರ ಕಾರ್ಯಕ್ಕಾಗಿ ಪ್ರಧಾನಮಂತ್ರಿ ತುರ್ತು ಪರಿಹಾರ ನಿಧಿಗೆ ಔಷಧೋದ್ಯಮಗಳು, ರಸಾಯನಿಕ ಹಾಗೂ ರಸಗೊಬ್ಬರ ಕಂಪನಿಗಳು ಉದಾರ ದಾನ ದೇಣಿಗೆ ನೀಡಿದ್ದು, ಈವರೆಗೆ 136.52 ಕೋಟಿ ರೂಪಾಯಿ ನೆರವು ಸಂಗ್ರಹವಾಗಿದೆ. ರಸಾಯನಿಕ ಮತ್ತು ರಸಗೊಬ್ಬರ ಇಲಾಖೆಯಡಿ ಬರುವ ಹಲವು ಸಾರ್ವಜನಿಕ ಉದ್ದಿಮೆಗಳ ನೌಕರರೂ ಒಂದು ದಿನದ ಸಂಬಳ ನೀಡಿದ್ದಾರೆ. ಸಚಿವ ಡಿ.ವಿ. ಸದಾನಂದಗೌಡ ಈ ಕುರಿತು ಮಾಹಿತಿ ನೀಡಿದ್ದಾರೆ. ಪ್ರಧಾನಿ ಸೂಚನೆ ಮೇರೆಗೆ ಕರೆಯಲು ವಾರಗಳಿಂದ ದೇಶದಲ್ಲಿ ತಾವು ಉಳಿದುಕೊಂಡಿದ್ದು, ದೇಶದಲ್ಲಿ ರಸಗೊಬ್ಬರ ಹಾಗೂ ಔಷಧಿಗಳ ಲಭ್ಯತೆ, ಸಮರ್ಪಕ ಸರಬರಾಜು ಸುನಿಶ್ಚಿತಗೊಳಿಸುವತ್ತ ಗಮನ ಕೇಂದ್ರೀಕರಿಸಿದ್ದಾಗಿ ತಿಳಿಸಿದ್ದಾರೆ. ಹಾಗೆಯೇ ಅವರಿಗೆ ಕೊರೊನಾಕ್ಕೆ ಸಂಬಂಧಿಸಿದಂತೆ ಕೇರಳ ಮತ್ತು ಲಕ್ಷದ್ವೀಪದ ಸಂಯೋಜನಾ ಜವಾಬ್ದಾರಿಯನ್ನೂ ಸಹ ಸಮರ್ಪಕವಾಗಿ ನಿಭಾಯಿಸುತ್ತಿರುವುದಾಗಿ ತಿಳಿಸಿದ್ದಾರೆ. ತಾವು ಪ್ರತಿನಿಧಿಸುವ ಬೆಂಗಳೂರು ಉತ್ತರ ಲೋಕಸಭಾ ಕ್ಷೇತ್ರದ ವ್ಯಾಪ್ತಿಯಲ್ಲಿ ಕೊರೊನಾ ಸೋಂಕಿನ ಪರಿಹಾರ ಕಾರ್ಯಗಳ ಭರದಿಂದ ನಡೆದಿವೆ. ತಮ್ಮ ಪ್ರತಿನಿಧಿತ್ವದ ಕ್ಷೇತ್ರದ ಸಚಿವರು, ಶಾಸಕರು, ಜನಪ್ರತಿನಿಧಿಗಳು, ಮಂಡಳಿ ಅಧಿಕಾರಿಗಳು ಹಾಗೂ ಪ್ರಮುಖ ನಾಯಕರ ಜೊತೆ ದೂರವಾಣಿಯಲ್ಲಿ ಮಾತನಾಡಿ ಅಗತ್ಯ ಸಲಹೆ–ಸೂಚನೆಗಳನ್ನು ನೀಡುತ್ತಿರುವುದಾಗಿಯೂ ತಿಳಿಸಿದ್ದಾರೆ. ಪ್ರತಿ ದಿನ ಒಂದು ಲಕ್ಷಕ್ಕಿಂತ ಹೆಚ್ಚು ಜನರಿಗೆ ದಿನಸಿಗಳು, ಲಾಕ್‌ಡೌನ್‌ನಿಂದ ತೊಂದರೆಗೊಳಗಾದ ವರ್ಗದವರಿಗೆ ಊಟ ನೀಡಲಾಗುತ್ತಿದೆ. ಕಳೆದ ಮೂರು ದಿನಗಳಲ್ಲಿ 1.5 ಲಕ್ಷ ಕುಟುಂಬಗಳಿಗೆ ಆಹಾರ ದಿನಸಿ ಸೇರಿದಂತೆ ಜೀವನಾವಶ್ಯಕ ವಸ್ತುಗಳನ್ನು ವಿತರಿಸಲಾಗಿದೆ. ಎಲ್ಲ 8 ವಿಧಾನ ಸಭಾಕ್ಷೇತ್ರಗಳು, ವಾರ್ಡ್‌ಗಳು, ಪ್ರಶ್ನ ಮಂಡಳ ಹಾಗೂ ಶಕ್ತಿ ಕೇಂದ್ರದ ಹಂತದಲ್ಲಿ ಕಾರ್ಯದರ್ಶಿಗಳು, ರಚನಾ ಪರಿಹಾರ ಕ್ರಿಯೆಗಳು ನಡೆದಿವೆ. ಪ್ರತಿ ವಾರ್ಡ್‌ನಲ್ಲಿಯೂ ಸಹಾಯವಾಣಿ ಸ್ಥಾಪಿಸಲಾಗಿದ್ದು, ಅಗತ್ಯ ಇರುವವರಿಗೆ ಆಹಾರ, ದಿನಸಿ ಮತ್ತಿತರ ಸಾಮಗ್ರಿಗಳನ್ನು ನಮ್ಮ ಕಾರ್ಯಕರ್ತರು ಪೂರೈಸುತ್ತಿದ್ದಾರೆ ಎಂದು ಸದಾನಂದಗೌಡ ಹೇಳಿದ್ದಾರೆ. (167, 291, 518, 543)
helpline-ad (185, 1178, 796, 2135)
helpline-listing-name: HDFC ಬ್ಯಾಂಕ್ ATM ಹತ್ತಿರ, ಲೋಕನಾಯಕನಗರ, ಮೈಸೂರು (492, 1722, 583, 1743)
header-rule (167, 176, 1454, 179)
ad-teachers-wanted (1078, 994, 1259, 1165)
helpline-column-2 (368, 1364, 488, 1683)
helpline-listing-name: ಕೊಲಂಬಿಯಾ ಏಷಿಯಾ ಬೆಂಗಳೂರು–ಮೈಸೂರು ರಸ್ತೆ (616, 1405, 721, 1427)
story-shahrukh-headline: ಕೋವಿಡ್–19: ಕ್ವಾರಂಟೈನ್‌ಗಾಗಿ ನಾಲ್ಕು ಅಂತಸ್ತಿನ ಕಚೇರಿ ನೀಡಿದ ಶಾರುಖ್ ಖಾನ್ (1084, 537, 1447, 585)
helpline-listing-number: ಮೊ: 96202-02525 (368, 1561, 451, 1571)
helpline-listing (616, 1405, 736, 1439)
helpline-listing-name: ಬೃಂದಾವನ ಆಸ್ಪತ್ರೆ ಸರಸ್ವತಿಪುರಂ (616, 1603, 705, 1613)
helpline-listing-number: ಮೊ: 99458-90309 (244, 1636, 327, 1646)
story-mamata-headline: ದೀಪ ಬೆಳಗಲು ಕರೆ ನೀಡಿದ ಪ್ರಧಾನಿ: ಅದು ನನ್ನಿಷ್ಟ, ಬೇಕೆಂದರೆ ನಾನು ನಿದ್ರಿಸುತ್ತೇನೆ–ಮಮತಾ ಬ್ಯಾನರ್ಜಿ! (544, 620, 1052, 678)
scissors-icon-right: ✂ (793, 2129, 804, 2144)
helpline-column-4 (616, 1364, 736, 1686)
helpline-listing-number: 0821-2568888 (616, 1386, 687, 1396)
helpline-listing-number: 81472-93582 (244, 1647, 309, 1657)
helpline-listing-name: ಇಂಡ್ರಾಸ್ ಟ್ರೀಟ್ ಎನ್ ಸ್ಪೈಸ್ ಕೆ.ಜಿ. ರಸ್ತೆ (368, 1394, 480, 1404)
helpline-listing-name: ಬಾಂಬೆ ಟಿಫಾನೀಸ್ ಡಿ.ಡಿ. ಅರಸ್ ರಸ್ತೆ (368, 1653, 473, 1663)
reader-cartoon (210, 1845, 349, 2040)
family-member-line: ಶ್ರೀ ಚೇತನ್‌ಕೃಷ್ಣಪ್ಪ, ಪ್ರಧಾನ ಕಾರ್ಯದರ್ಶಿ, ಡಿ.ಆರ್.ಸಿ. ನಿವಾಸಿ (1025, 2015, 1240, 2028)
helpline-listing (244, 1530, 364, 1564)
helpline-listing-number: ಫೋ: 0821-2336000 (616, 1500, 706, 1510)
helpline-listing (616, 1530, 736, 1564)
helpline-listing-number: ಮೊ: 97418-80668 (492, 1416, 575, 1427)
helpline-listing-name: ಮೋಹನ್ ಭಂಡಾರ್ (244, 1405, 301, 1416)
story-mamata (531, 618, 1065, 1011)
obituary-lockdown-note: ದೇಶದಲ್ಲಿ ಕೊರೋನಾ ಮಹಾಮಾರಿ (ಲಾಕ್ ಡೌನ್ ಉಲ್ಲೇಖಿಸಿದಂತೆ) ತಮ್ಮನ್ನು ಭೇಟಿ ಮಾಡಿ ಆಹ್ವಾನ ನೀಡಲು ಆಗದ ಕಾರಣ ಪತ್ರಿಕೆ ಮುಖಾಂತರ ಆಹ್ವಾನಿಸುತ್ತೇವೆ. (838, 2069, 1427, 2123)
helpline-listing (492, 1405, 612, 1428)
family-member-line: ದೇವರಾಜ ಮೊಹಲ್ಲ ನಿವಾಸಿಗಳು (1078, 2033, 1187, 2046)
ad-shraddhanjali-date: ದಿನಾಂಕ 6.4.2020 ಸೋಮವಾರ (1303, 1018, 1416, 1029)
story-priyanka-headline: ದೊಡ್ಡ ಪ್ರಮಾಣದಲ್ಲಿ ಕೊರೊನಾ ಟೆಸ್ಟ್ ನಡೆಸಲು ಸರ್ಕಾರ ಮುಂದಾಗಲಿ: ಪ್ರಿಯಾಂಕಾ ಗಾಂಧಿ (185, 718, 500, 760)
story-video-conference-col1: ನವದೆಹಲಿ, ಏ.4– ಕೊರೊನಾ ವೈರಸ್ ಮಹಾಮಾರಿ ವಿರುದ್ಧ ದೇಶ ಒಗ್ಗಟ್ಟಿನಿಂದ ಹೋರಾಡುತ್ತಿರುವ ಸಂದರ್ಭದಲ್ಲಿ ರಾಜಕೀಯ ಪಕ್ಷಗಳ ನಾಯಕರೊಂದಿಗೆ ಸಮಾಲೋಚನೆ ನಡೆಸಲು ಪ್ರಧಾನಿ ಮೋದಿ ತೀರ್ಮಾನಿಸಿದ್ದಾರೆ. ಸಂಸದೀಯ ವ್ಯವಹಾರಗಳ ಸಚಿವ ಪ್ರಹ್ಲಾದ್ ಜೋಶಿ ಏಪ್ರಿಲ್ 8ರಂದು ವಿಡಿಯೋ ಕಾನ್ಫರೆನ್ಸ್ ಮೂಲಕ ಈ ಸಭೆ ನಡೆಯಲಿದೆ ಎಂದು ತಿಳಿಸಿದ್ದಾರೆ. (531, 1078, 791, 1141)
helpline-listing (244, 1572, 364, 1605)
helpline-listing-name: ಶ್ರೀ ವಾಣಿ ಡಿಪಾರ್ಟ್‌ಮೆಂಟ್ ಸ್ಟೋರ್ (244, 1572, 345, 1582)
col1-right-rule (524, 183, 525, 1165)
helpline-listing (492, 1558, 612, 1580)
ad-shraddhanjali-title: ಕೈಲಾಸ ಶಿವಗಣಾರಾಧನೆ ಆಹ್ವಾನ ಪತ್ರಿಕೆ (1267, 996, 1452, 1017)
story-jss-mutt (1078, 183, 1454, 531)
helpline-listing-number: ಮೊ: 99800-60129 (368, 1633, 451, 1643)
helpline-listing-number: 99688-15150 (368, 1519, 433, 1529)
helpline-listing (368, 1539, 488, 1572)
